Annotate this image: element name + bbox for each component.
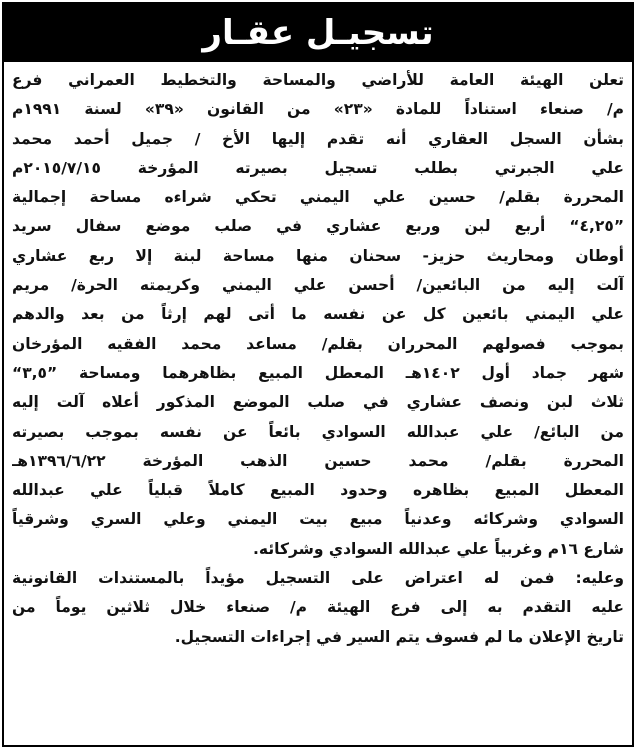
notice-body	[12, 66, 624, 741]
notice-line: عليه التقدم به إلى فرع الهيئة م/ صنعاء خلال ثلاثين يوماً من	[12, 598, 624, 617]
notice-line: المحررة بقلم/ حسين علي اليمني تحكي شراءه مساحة إجمالية	[12, 188, 624, 207]
notice-line: علي الجبرتي بطلب تسجيل بصيرته المؤرخة ٢٠١٥/٧/١٥م	[12, 158, 624, 177]
notice-line: السوادي وشركائه وعدنياً مبيع بيت اليمني وعلي السري وشرقياً	[12, 510, 624, 529]
notice-line: علي اليمني بائعين كل عن نفسه ما أتى لهم إرثاً من بعد والدهم	[12, 305, 624, 324]
notice-line: المحررة بقلم/ محمد حسين الذهب المؤرخة ١٣٩٦/٦/٢٢هـ	[12, 451, 624, 470]
notice-line: شهر جماد أول ١٤٠٢هـ المعطل المبيع بظاهرهما ومساحة ”٣,٥“	[12, 363, 624, 382]
notice-line: من البائع/ علي عبدالله السوادي بائعاً عن نفسه بموجب بصيرته	[12, 422, 624, 441]
notice-line: وعليه: فمن له اعتراض على التسجيل مؤيداً بالمستندات القانونية	[12, 569, 624, 588]
notice-line: م/ صنعاء استناداً للمادة «٢٣» من القانون «٣٩» لسنة ١٩٩١م	[12, 100, 624, 119]
notice-line: بموجب فصولهم المحرران بقلم/ مساعد محمد الفقيه المؤرخان	[12, 334, 624, 353]
notice-line: ثلاث لبن ونصف عشاري في صلب الموضع المذكور أعلاه آلت إليه	[12, 393, 624, 412]
notice-line: شارع ١٦م وغربياً علي عبدالله السوادي وشركائه.	[253, 539, 624, 558]
property-registration-notice	[2, 2, 634, 747]
notice-line: المعطل المبيع بظاهره وحدود المبيع كاملاً قبلياً علي عبدالله	[12, 481, 624, 500]
notice-title: تسجيـل عقـار	[4, 4, 632, 62]
notice-line: آلت إليه من البائعين/ أحسن علي اليمني وكريمته الحرة/ مريم	[12, 276, 624, 295]
notice-line: أوطان ومحاريث حزيز- سحنان منها مساحة لبنة إلا ربع عشاري	[12, 246, 624, 265]
notice-line: بشأن السجل العقاري أنه تقدم إليها الأخ / جميل أحمد محمد	[12, 129, 624, 148]
notice-line: تعلن الهيئة العامة للأراضي والمساحة والتخطيط العمراني فرع	[12, 71, 624, 89]
notice-line: ”٤,٢٥“ أربع لبن وربع عشاري في صلب موضع سفال سريد	[12, 217, 624, 236]
notice-line: تاريخ الإعلان ما لم فسوف يتم السير في إجراءات التسجيل.	[174, 627, 624, 646]
